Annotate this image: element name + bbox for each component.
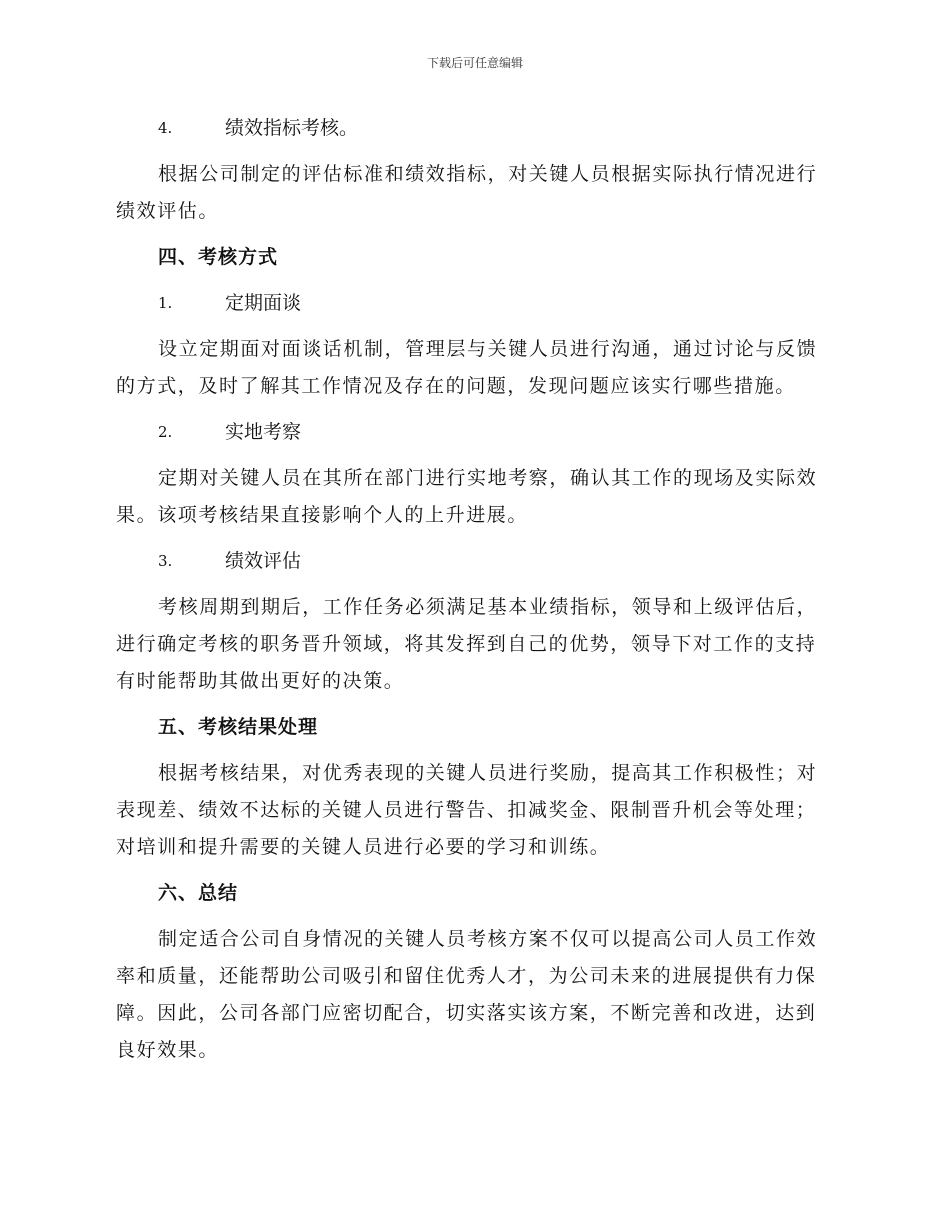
paragraph-performance-evaluation: 根据公司制定的评估标准和绩效指标，对关键人员根据实际执行情况进行绩效评估。 xyxy=(116,163,818,222)
section-heading-result-handling: 五、考核结果处理 xyxy=(158,716,319,738)
list-item-text: 绩效指标考核。 xyxy=(225,117,359,139)
section-heading-assessment-methods: 四、考核方式 xyxy=(158,246,279,268)
paragraph-result-handling: 根据考核结果，对优秀表现的关键人员进行奖励，提高其工作积极性；对表现差、绩效不达标的关键人员进行警告、扣减奖金、限制晋升机会等处理；对培训和提升需要的关键人员进行必要的学习和训练。 xyxy=(116,762,818,858)
paragraph-field-inspection: 定期对关键人员在其所在部门进行实地考察，确认其工作的现场及实际效果。该项考核结果直接影响个人的上升进展。 xyxy=(116,467,818,526)
paragraph-summary: 制定适合公司自身情况的关键人员考核方案不仅可以提高公司人员工作效率和质量，还能帮助公司吸引和留住优秀人才，为公司未来的进展提供有力保障。因此，公司各部门应密切配合，切实落实该方案，不断完善和改进，达到良好效果。 xyxy=(116,928,818,1061)
paragraph-interview-mechanism: 设立定期面对面谈话机制，管理层与关键人员进行沟通，通过讨论与反馈的方式，及时了解其工作情况及存在的问题，发现问题应该实行哪些措施。 xyxy=(116,338,818,397)
document-body xyxy=(116,110,836,1078)
list-item-regular-interview xyxy=(116,285,836,322)
section-heading-summary: 六、总结 xyxy=(158,882,239,904)
list-number: 3. xyxy=(158,552,173,570)
list-item-performance-assessment xyxy=(116,543,836,580)
list-number: 4. xyxy=(158,119,173,137)
page-header: 下载后可任意编辑 xyxy=(426,56,523,70)
list-item-field-inspection xyxy=(116,414,836,451)
list-number: 2. xyxy=(158,423,173,441)
paragraph-assessment-cycle: 考核周期到期后，工作任务必须满足基本业绩指标，领导和上级评估后，进行确定考核的职务晋升领域，将其发挥到自己的优势，领导下对工作的支持有时能帮助其做出更好的决策。 xyxy=(116,596,818,692)
list-item-text: 实地考察 xyxy=(225,421,302,443)
list-item-text: 定期面谈 xyxy=(225,292,302,314)
list-number: 1. xyxy=(158,294,173,312)
list-item-performance-indicators xyxy=(116,110,836,147)
list-item-text: 绩效评估 xyxy=(225,550,302,572)
